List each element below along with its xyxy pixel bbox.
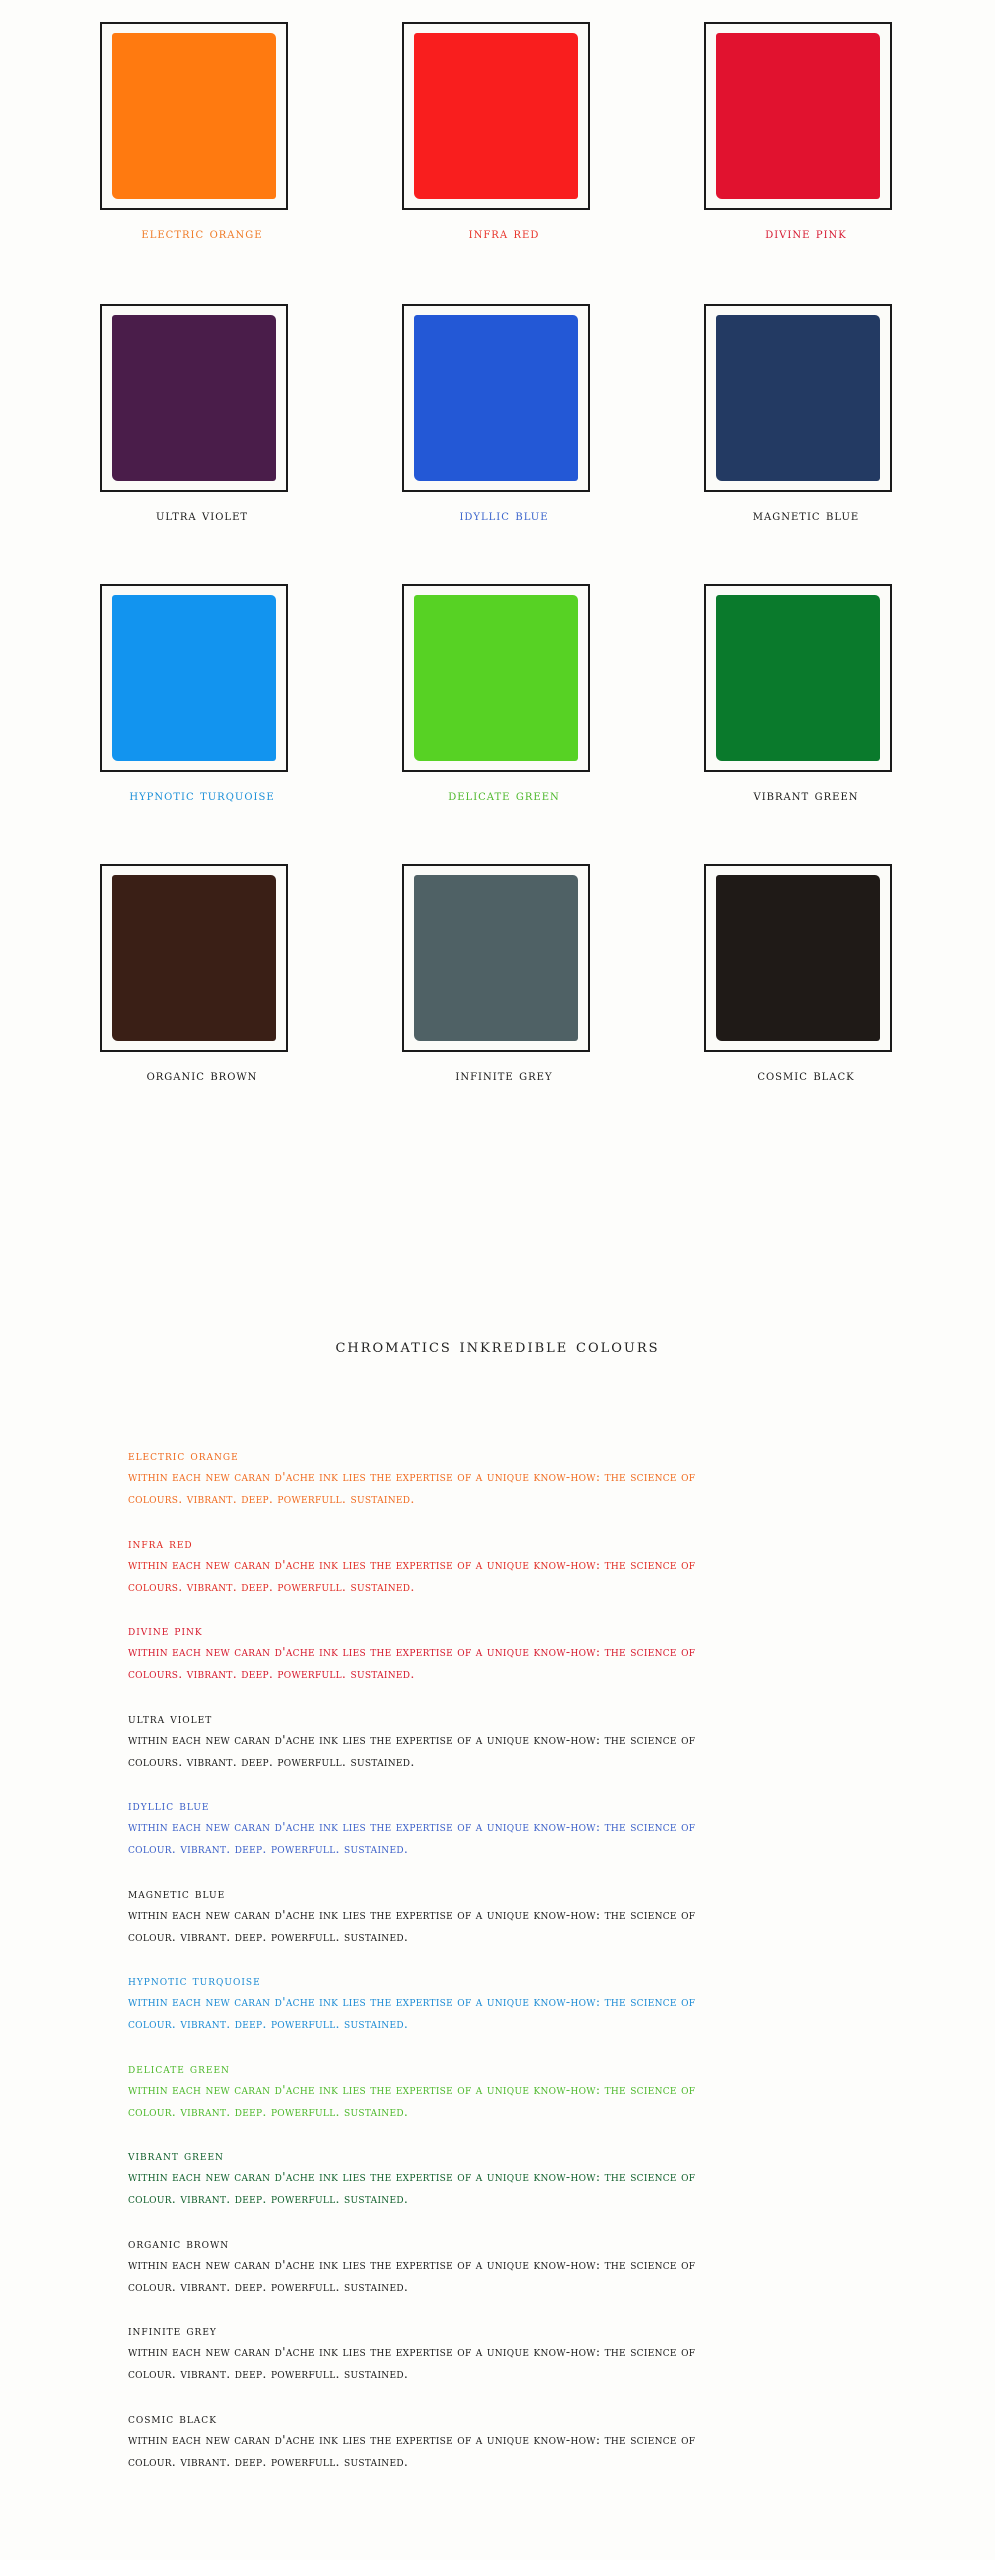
description-line: colour. vibrant. deep. powerfull. sustained. <box>128 2278 409 2294</box>
ink-patch <box>414 875 578 1041</box>
swatch-frame <box>704 304 892 492</box>
swatch-label: infra red <box>468 226 540 242</box>
description-entry <box>128 2236 868 2298</box>
description-line: within each new caran d'ache ink lies the expertise of a unique know-how: the science of <box>128 2256 696 2272</box>
swatch-frame <box>100 864 288 1052</box>
swatch-frame <box>704 584 892 772</box>
description-line: colours. vibrant. deep. powerfull. sustained. <box>128 1578 415 1594</box>
description-entry <box>128 1711 868 1773</box>
swatch-label: magnetic blue <box>752 508 860 524</box>
description-line: within each new caran d'ache ink lies the expertise of a unique know-how: the science of <box>128 1819 696 1834</box>
swatch-grid <box>0 0 995 1120</box>
description-line: within each new caran d'ache ink lies the expertise of a unique know-how: the science of <box>128 2431 696 2447</box>
description-line: within each new caran d'ache ink lies the expertise of a unique know-how: the science of <box>128 1731 696 1747</box>
description-title: idyllic blue <box>128 1799 210 1814</box>
ink-patch <box>112 595 276 761</box>
swatch-electric-orange <box>52 18 352 258</box>
description-line: colour. vibrant. deep. powerfull. sustained. <box>128 1928 409 1944</box>
swatch-hypnotic-turquoise <box>52 580 352 820</box>
swatch-infinite-grey <box>354 860 654 1100</box>
swatch-label: organic brown <box>146 1068 258 1084</box>
description-title: hypnotic turquoise <box>128 1974 261 1989</box>
description-line: within each new caran d'ache ink lies the expertise of a unique know-how: the science of <box>128 2081 696 2097</box>
ink-patch <box>414 33 578 199</box>
description-title: organic brown <box>128 2236 230 2252</box>
swatch-frame <box>100 304 288 492</box>
description-title: vibrant green <box>128 2149 224 2164</box>
swatch-organic-brown <box>52 860 352 1100</box>
ink-patch <box>112 315 276 481</box>
ink-patch <box>716 595 880 761</box>
swatch-label: hypnotic turquoise <box>129 788 275 804</box>
description-line: within each new caran d'ache ink lies the expertise of a unique know-how: the science of <box>128 1994 696 2009</box>
description-line: colour. vibrant. deep. powerfull. sustained. <box>128 2366 409 2381</box>
description-entry <box>128 1623 868 1685</box>
description-entry <box>128 1448 868 1510</box>
swatch-frame <box>704 864 892 1052</box>
swatch-ultra-violet <box>52 300 352 540</box>
description-line: within each new caran d'ache ink lies the expertise of a unique know-how: the science of <box>128 1556 696 1572</box>
description-line: colours. vibrant. deep. powerfull. sustained. <box>128 1491 415 1506</box>
swatch-frame <box>100 22 288 210</box>
swatch-label: delicate green <box>448 788 560 804</box>
description-entry <box>128 1973 868 2035</box>
description-entry <box>128 2323 868 2385</box>
swatch-label: cosmic black <box>757 1068 855 1084</box>
description-line: colour. vibrant. deep. powerfull. sustained. <box>128 2016 409 2031</box>
description-title: divine pink <box>128 1624 203 1639</box>
swatch-frame <box>100 584 288 772</box>
swatch-frame <box>402 304 590 492</box>
swatch-delicate-green <box>354 580 654 820</box>
ink-patch <box>716 33 880 199</box>
swatch-magnetic-blue <box>656 300 956 540</box>
description-entry <box>128 2061 868 2123</box>
ink-patch <box>112 33 276 199</box>
description-entry <box>128 2411 868 2473</box>
swatch-frame <box>402 864 590 1052</box>
description-entry <box>128 1536 868 1598</box>
description-title: ultra violet <box>128 1711 213 1727</box>
swatch-vibrant-green <box>656 580 956 820</box>
description-line: colour. vibrant. deep. powerfull. sustained. <box>128 2191 409 2206</box>
description-line: colour. vibrant. deep. powerfull. sustained. <box>128 1841 409 1856</box>
description-line: colour. vibrant. deep. powerfull. sustained. <box>128 2453 409 2469</box>
swatch-label: electric orange <box>141 226 263 242</box>
description-title: electric orange <box>128 1449 239 1464</box>
ink-patch <box>716 315 880 481</box>
description-entry <box>128 2148 868 2210</box>
swatch-frame <box>704 22 892 210</box>
page-heading: chromatics inkredible colours <box>335 1336 660 1357</box>
description-entry <box>128 1886 868 1948</box>
swatch-cosmic-black <box>656 860 956 1100</box>
description-title: infinite grey <box>128 2324 217 2339</box>
description-title: infra red <box>128 1536 193 1552</box>
description-title: cosmic black <box>128 2411 217 2427</box>
description-line: colours. vibrant. deep. powerfull. sustained. <box>128 1753 415 1769</box>
swatch-divine-pink <box>656 18 956 258</box>
ink-patch <box>414 315 578 481</box>
swatch-label: ultra violet <box>155 508 249 524</box>
description-line: within each new caran d'ache ink lies the expertise of a unique know-how: the science of <box>128 1644 696 1659</box>
ink-patch <box>112 875 276 1041</box>
description-title: delicate green <box>128 2061 230 2077</box>
swatch-idyllic-blue <box>354 300 654 540</box>
description-line: within each new caran d'ache ink lies the expertise of a unique know-how: the science of <box>128 1906 696 1922</box>
ink-patch <box>414 595 578 761</box>
description-line: within each new caran d'ache ink lies the expertise of a unique know-how: the science of <box>128 2169 696 2184</box>
description-line: colour. vibrant. deep. powerfull. sustained. <box>128 2103 409 2119</box>
description-line: within each new caran d'ache ink lies the expertise of a unique know-how: the science of <box>128 1469 696 1484</box>
swatch-label: vibrant green <box>753 788 859 804</box>
ink-patch <box>716 875 880 1041</box>
swatch-label: idyllic blue <box>459 508 549 524</box>
description-entry <box>128 1798 868 1860</box>
swatch-frame <box>402 584 590 772</box>
swatch-label: divine pink <box>765 226 847 242</box>
swatch-frame <box>402 22 590 210</box>
swatch-label: infinite grey <box>455 1068 553 1084</box>
description-line: colours. vibrant. deep. powerfull. sustained. <box>128 1666 415 1681</box>
description-line: within each new caran d'ache ink lies the expertise of a unique know-how: the science of <box>128 2344 696 2359</box>
description-title: magnetic blue <box>128 1886 226 1902</box>
swatch-infra-red <box>354 18 654 258</box>
